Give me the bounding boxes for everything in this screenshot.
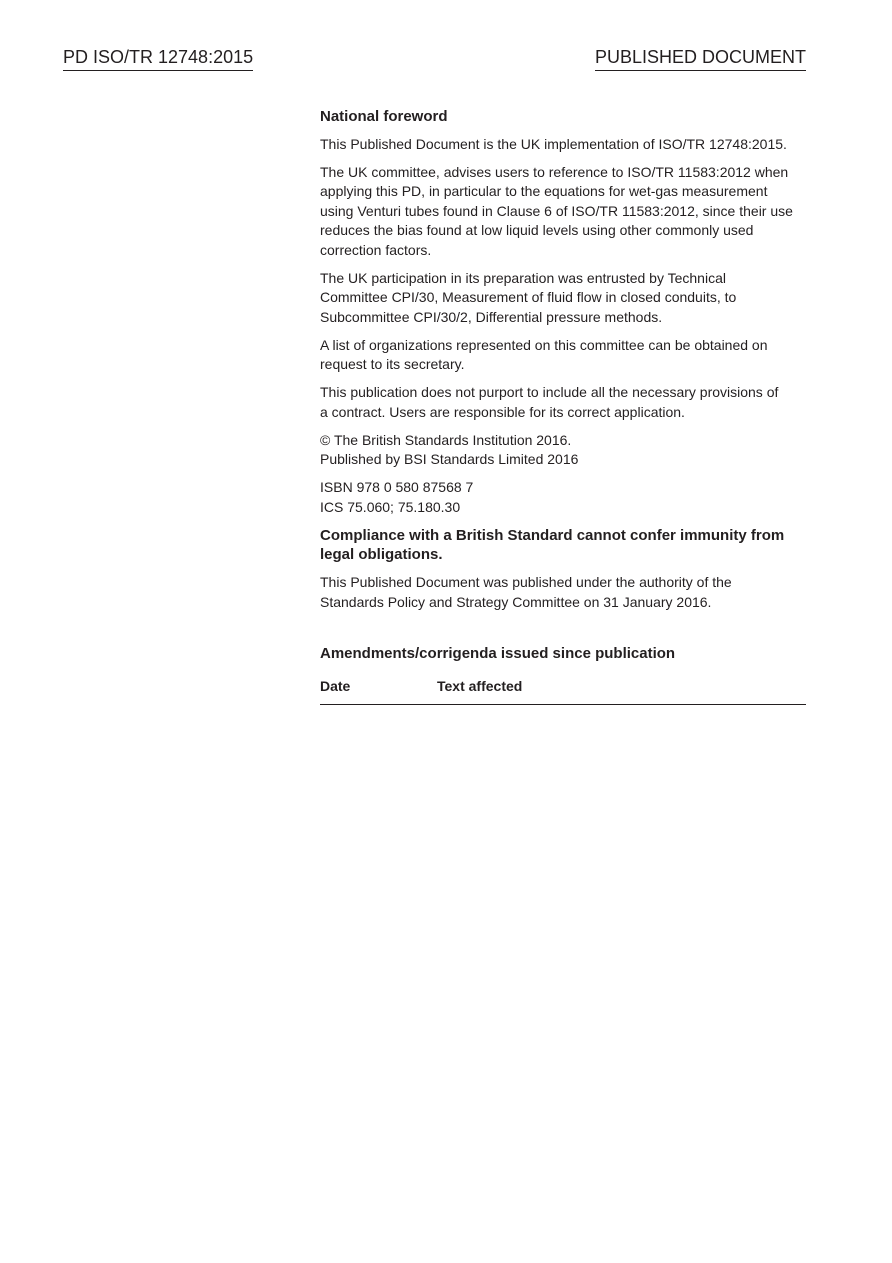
text-line: a contract. Users are responsible for its correct application. [320, 403, 685, 420]
text-line: A list of organizations represented on this committee can be obtained on [320, 336, 768, 353]
foreword-title: National foreword [320, 108, 448, 125]
text-line: correction factors. [320, 241, 432, 258]
foreword-paragraph-committee-advice [320, 163, 806, 261]
text-line: This Published Document was published under the authority of the [320, 574, 732, 590]
national-foreword-section [320, 107, 806, 705]
text-line: request to its secretary. [320, 356, 465, 372]
amendments-title: Amendments/corrigenda issued since publication [320, 645, 676, 662]
authority-statement [320, 573, 806, 612]
foreword-paragraph-provisions [320, 383, 806, 422]
text-line: Committee CPI/30, Measurement of fluid flow in closed conduits, to [320, 289, 737, 305]
text-line: This publication does not purport to include all the necessary provisions of [320, 384, 779, 400]
foreword-paragraph-organizations [320, 336, 806, 375]
text-line: © The British Standards Institution 2016. [320, 431, 572, 448]
isbn-ics-info [320, 478, 806, 517]
document-type-header: PUBLISHED DOCUMENT [595, 46, 806, 71]
amendments-table-header [320, 677, 806, 705]
text-line: The UK committee, advises users to reference to ISO/TR 11583:2012 when [320, 163, 789, 180]
text-line: reduces the bias found at low liquid levels using other commonly used [320, 222, 754, 238]
column-header-date: Date [320, 677, 351, 694]
text-line: Subcommittee CPI/30/2, Differential pressure methods. [320, 308, 663, 325]
column-header-text-affected: Text affected [437, 677, 523, 694]
text-line: The UK participation in its preparation was entrusted by Technical [320, 269, 726, 286]
text-line: Published by BSI Standards Limited 2016 [320, 451, 579, 467]
text-line: Standards Policy and Strategy Committee on 31 January 2016. [320, 593, 712, 610]
ics-codes: ICS 75.060; 75.180.30 [320, 498, 461, 515]
compliance-statement [320, 526, 806, 565]
foreword-paragraph-implementation: This Published Document is the UK implementation of ISO/TR 12748:2015. [320, 135, 787, 152]
text-line: applying this PD, in particular to the equations for wet-gas measurement [320, 183, 768, 199]
document-id-header: PD ISO/TR 12748:2015 [63, 46, 253, 71]
isbn-number: ISBN 978 0 580 87568 7 [320, 479, 474, 495]
text-line: legal obligations. [320, 546, 443, 563]
copyright-notice [320, 431, 806, 470]
text-line: Compliance with a British Standard cannot confer immunity from [320, 526, 785, 544]
text-line: using Venturi tubes found in Clause 6 of ISO/TR 11583:2012, since their use [320, 202, 793, 219]
foreword-paragraph-participation [320, 269, 806, 328]
